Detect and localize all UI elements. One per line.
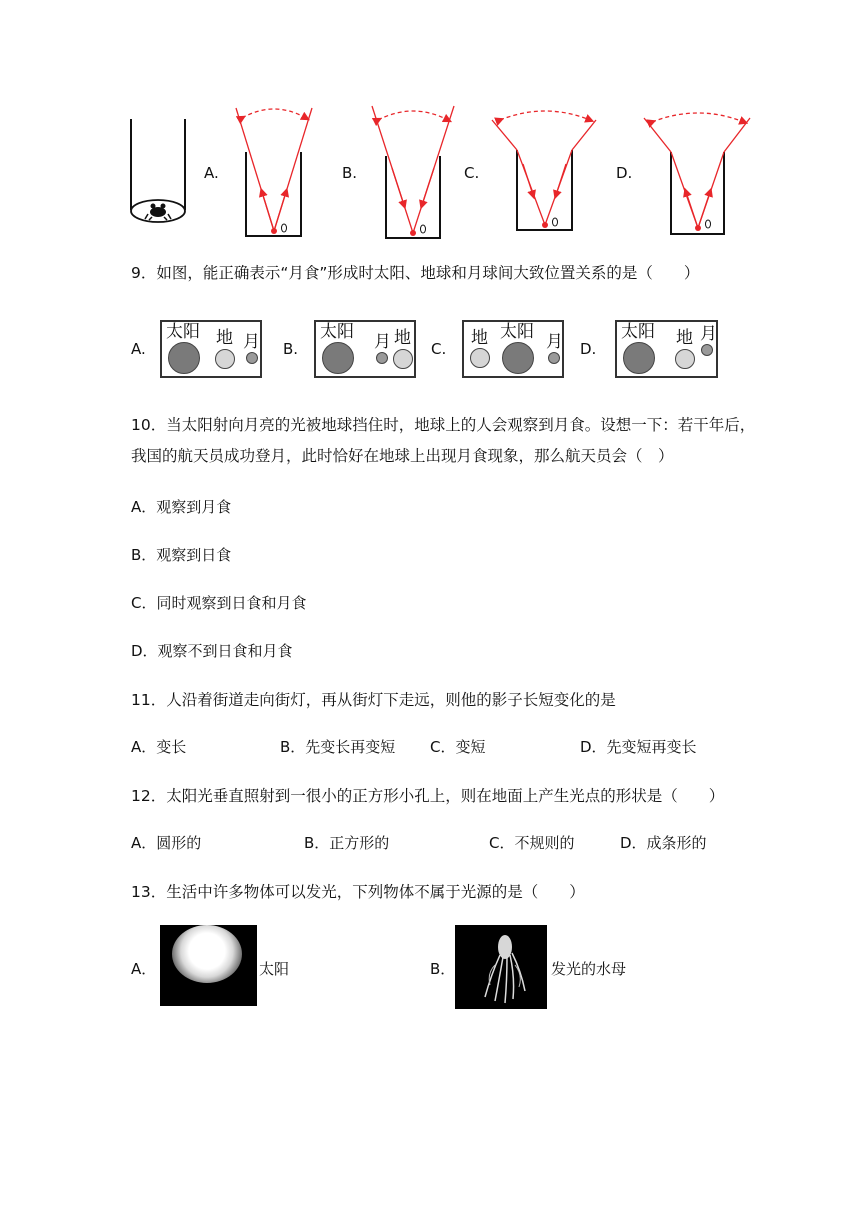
- moon-label: 月: [546, 332, 563, 352]
- sun-label: 太阳: [500, 322, 534, 342]
- q8-option-d-label[interactable]: D.: [616, 164, 633, 182]
- q10-option-c[interactable]: C．同时观察到日食和月食: [131, 594, 307, 612]
- earth-label: 地: [471, 328, 488, 348]
- q8-option-c-label[interactable]: C.: [464, 164, 480, 182]
- q11-option-d[interactable]: D．先变短再变长: [580, 738, 697, 756]
- q9-option-a-letter[interactable]: A.: [131, 340, 146, 358]
- earth-circle: [675, 349, 695, 369]
- q8-option-b-label[interactable]: B.: [342, 164, 358, 182]
- moon-label: 月: [700, 324, 717, 344]
- moon-circle: [246, 352, 258, 364]
- q12-option-c[interactable]: C．不规则的: [489, 834, 575, 852]
- moon-label: 月: [243, 332, 260, 352]
- q11-option-c[interactable]: C．变短: [430, 738, 486, 756]
- q9-stem: 9．如图，能正确表示“月食”形成时太阳、地球和月球间大致位置关系的是（ ）: [131, 264, 700, 282]
- q12-option-b[interactable]: B．正方形的: [304, 834, 390, 852]
- earth-circle: [393, 349, 413, 369]
- q12-stem: 12．太阳光垂直照射到一很小的正方形小孔上，则在地面上产生光点的形状是（ ）: [131, 787, 725, 805]
- sun-circle: [322, 342, 354, 374]
- q10-stem-line2: 我国的航天员成功登月，此时恰好在地球上出现月食现象，那么航天员会（ ）: [131, 447, 674, 465]
- q13-stem: 13．生活中许多物体可以发光，下列物体不属于光源的是（ ）: [131, 883, 585, 901]
- earth-label: 地: [676, 328, 693, 348]
- sun-circle: [168, 342, 200, 374]
- q9-option-a-diagram[interactable]: [160, 320, 262, 378]
- sun-circle: [502, 342, 534, 374]
- earth-label: 地: [216, 328, 233, 348]
- glowing-jellyfish-icon: [455, 925, 547, 1009]
- q13-option-b-letter[interactable]: B．: [430, 960, 456, 978]
- q13-option-a-caption: 太阳: [259, 960, 290, 978]
- moon-label: 月: [374, 332, 391, 352]
- sun-photo[interactable]: [160, 925, 257, 1006]
- q9-option-d-letter[interactable]: D.: [580, 340, 597, 358]
- q9-option-d-diagram[interactable]: [615, 320, 718, 378]
- q9-option-b-letter[interactable]: B.: [283, 340, 299, 358]
- sun-label: 太阳: [166, 322, 200, 342]
- q8-option-a-label[interactable]: A.: [204, 164, 219, 182]
- q11-stem: 11．人沿着街道走向街灯，再从街灯下走远，则他的影子长短变化的是: [131, 691, 616, 709]
- q13-option-a-letter[interactable]: A．: [131, 960, 157, 978]
- earth-circle: [215, 349, 235, 369]
- earth-circle: [470, 348, 490, 368]
- q9-option-b-diagram[interactable]: [314, 320, 416, 378]
- q8-option-c-diagram[interactable]: [490, 100, 600, 240]
- sun-glow-icon: [172, 925, 242, 983]
- moon-circle: [548, 352, 560, 364]
- q8-option-d-diagram[interactable]: [640, 100, 760, 240]
- frog-in-well-figure: [128, 115, 188, 225]
- sun-circle: [623, 342, 655, 374]
- q8-option-b-diagram[interactable]: [366, 100, 466, 240]
- q10-option-b[interactable]: B．观察到日食: [131, 546, 232, 564]
- q11-option-a[interactable]: A．变长: [131, 738, 187, 756]
- q9-option-c-diagram[interactable]: [462, 320, 564, 378]
- moon-circle: [376, 352, 388, 364]
- sun-label: 太阳: [320, 322, 354, 342]
- q8-option-a-diagram[interactable]: [228, 100, 328, 240]
- q9-option-c-letter[interactable]: C.: [431, 340, 447, 358]
- jellyfish-photo[interactable]: [455, 925, 547, 1009]
- earth-label: 地: [394, 328, 411, 348]
- q11-option-b[interactable]: B．先变长再变短: [280, 738, 396, 756]
- q12-option-a[interactable]: A．圆形的: [131, 834, 202, 852]
- q10-option-a[interactable]: A．观察到月食: [131, 498, 232, 516]
- moon-circle: [701, 344, 713, 356]
- q10-option-d[interactable]: D．观察不到日食和月食: [131, 642, 293, 660]
- q10-stem-line1: 10．当太阳射向月亮的光被地球挡住时，地球上的人会观察到月食。设想一下：若干年后，: [131, 416, 756, 434]
- sun-label: 太阳: [621, 322, 655, 342]
- q12-option-d[interactable]: D．成条形的: [620, 834, 707, 852]
- q13-option-b-caption: 发光的水母: [551, 960, 627, 978]
